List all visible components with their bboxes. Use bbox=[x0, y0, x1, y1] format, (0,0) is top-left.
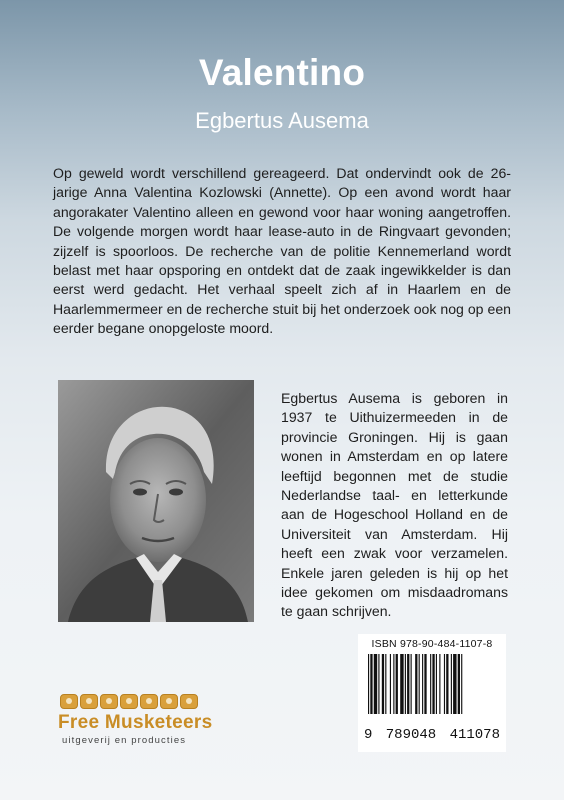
barcode-bar bbox=[374, 654, 377, 714]
barcode-bar bbox=[400, 654, 403, 714]
barcode-bar bbox=[453, 654, 456, 714]
isbn-barcode bbox=[358, 634, 506, 752]
logo-star-icon bbox=[180, 694, 198, 709]
barcode-bar bbox=[432, 654, 434, 714]
barcode-bar bbox=[378, 654, 379, 714]
book-blurb: Op geweld wordt verschillend gereageerd. Dat ondervindt ook de 26-jarige Anna Valentina Kozlowski (Annette). Op een avond wordt haar angorakater Valentino alleen en gewond voor haar woning aangetroffen. De volgende morgen wordt haar lease-auto in de Ringvaart gevonden; zijzelf is spoorloos. De recherche van de politie Kennemerland wordt belast met haar opsporing en ontdekt dat de zaak ingewikkelder is dan eerst werd gedacht. Het verhaal speelt zich af in Haarlem en de Haarlemmermeer en de recherche stuit bij het onderzoek ook nog op een eerder begane onopgeloste moord. bbox=[53, 165, 511, 337]
barcode-bar bbox=[446, 654, 448, 714]
barcode-bar bbox=[411, 654, 412, 714]
barcode-bar bbox=[407, 654, 409, 714]
publisher-tagline: uitgeverij en producties bbox=[62, 735, 187, 746]
barcode-bar bbox=[430, 654, 431, 714]
barcode-bar bbox=[396, 654, 398, 714]
barcode-bar bbox=[385, 654, 386, 714]
author-photo bbox=[58, 380, 254, 622]
barcode-bar bbox=[405, 654, 406, 714]
barcode-bar bbox=[444, 654, 445, 714]
publisher-logo bbox=[58, 694, 228, 754]
barcode-digits bbox=[364, 727, 500, 743]
isbn-label: ISBN 978-90-484-1107-8 bbox=[371, 638, 493, 650]
author-portrait-image bbox=[58, 380, 254, 622]
barcode-bar bbox=[370, 654, 372, 714]
barcode-bar bbox=[368, 654, 369, 714]
barcode-bar bbox=[451, 654, 452, 714]
logo-music-icon bbox=[120, 694, 138, 709]
barcode-bar bbox=[390, 654, 391, 714]
barcode-digit-group-left: 789048 bbox=[385, 727, 437, 743]
barcode-bar bbox=[422, 654, 423, 714]
book-title: Valentino bbox=[198, 52, 366, 93]
barcode-digit-group-right: 411078 bbox=[449, 727, 500, 743]
logo-film-icon bbox=[60, 694, 78, 709]
barcode-bars bbox=[364, 654, 500, 720]
barcode-bar bbox=[458, 654, 460, 714]
barcode-bar bbox=[382, 654, 384, 714]
publisher-logo-icons bbox=[60, 694, 228, 709]
barcode-bar bbox=[419, 654, 420, 714]
barcode-bar bbox=[424, 654, 426, 714]
barcode-bar bbox=[461, 654, 462, 714]
barcode-bar bbox=[436, 654, 437, 714]
logo-theater-icon bbox=[140, 694, 158, 709]
author-name: Egbertus Ausema bbox=[195, 108, 369, 133]
logo-book-icon bbox=[80, 694, 98, 709]
logo-pen-icon bbox=[100, 694, 118, 709]
logo-camera-icon bbox=[160, 694, 178, 709]
barcode-digit-lead: 9 bbox=[364, 727, 373, 743]
author-bio: Egbertus Ausema is geboren in 1937 te Uithuizermeeden in de provincie Groningen. Hij is gaan wonen in Amsterdam en op latere leeftijd begonnen met de studie Nederlandse taal- en letterkunde aan de Hogeschool Holland en de Universiteit van Amsterdam. Hij heeft een zwak voor verzamelen. Enkele jaren geleden is hij op het idee gekomen om misdaadromans te gaan schrijven. bbox=[281, 390, 508, 620]
barcode-bar bbox=[393, 654, 394, 714]
barcode-bar bbox=[415, 654, 417, 714]
barcode-bar bbox=[439, 654, 440, 714]
publisher-name: Free Musketeers bbox=[58, 712, 213, 733]
